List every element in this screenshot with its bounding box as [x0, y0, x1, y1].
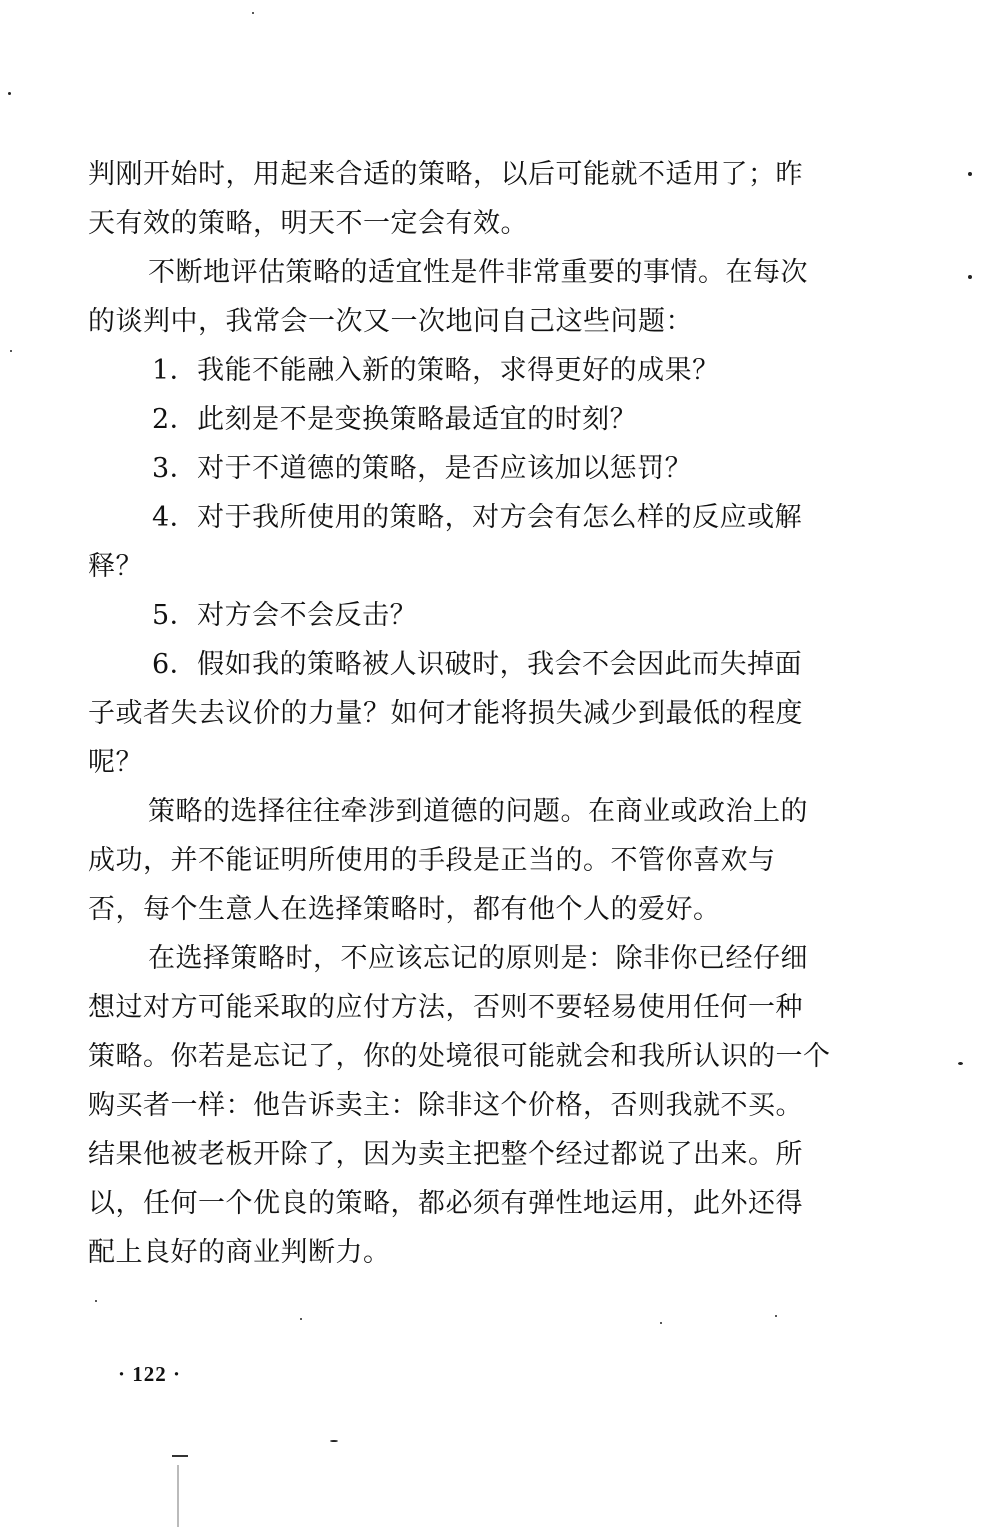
scan-speck: [95, 1300, 97, 1302]
text-line: 判刚开始时，用起来合适的策略，以后可能就不适用了；昨: [88, 159, 803, 190]
text-line: 的谈判中，我常会一次又一次地问自己这些问题：: [88, 306, 693, 337]
text-line: 释？: [88, 551, 143, 582]
scan-speck: [660, 1322, 662, 1324]
scan-speck: [10, 350, 12, 352]
scan-speck: [968, 275, 972, 279]
text-line: 结果他被老板开除了，因为卖主把整个经过都说了出来。所: [88, 1139, 803, 1170]
scan-speck: [300, 1318, 302, 1320]
paragraph-start: 不断地评估策略的适宜性是件非常重要的事情。在每次: [148, 257, 808, 288]
question-item: 5．对方会不会反击？: [152, 600, 418, 631]
scan-speck: [775, 1315, 777, 1317]
text-line: 想过对方可能采取的应付方法，否则不要轻易使用任何一种: [88, 992, 803, 1023]
scan-speck: [968, 172, 972, 176]
text-line: 策略。你若是忘记了，你的处境很可能就会和我所认识的一个: [88, 1041, 831, 1072]
scan-speck: [252, 12, 254, 14]
text-line: 天有效的策略，明天不一定会有效。: [88, 208, 528, 239]
text-line: 购买者一样：他告诉卖主：除非这个价格，否则我就不买。: [88, 1090, 803, 1121]
text-line: 呢？: [88, 747, 143, 778]
text-line: 子或者失去议价的力量？如何才能将损失减少到最低的程度: [88, 698, 803, 729]
paragraph-start: 策略的选择往往牵涉到道德的问题。在商业或政治上的: [148, 796, 808, 827]
scan-speck: [958, 1062, 963, 1065]
page-number: · 122 ·: [118, 1362, 182, 1386]
text-line: 否，每个生意人在选择策略时，都有他个人的爱好。: [88, 894, 721, 925]
text-line: 配上良好的商业判断力。: [88, 1237, 391, 1268]
question-item: 6．假如我的策略被人识破时，我会不会因此而失掉面: [152, 649, 803, 680]
question-item: 1．我能不能融入新的策略，求得更好的成果？: [152, 355, 720, 386]
paragraph-start: 在选择策略时，不应该忘记的原则是：除非你已经仔细: [148, 943, 808, 974]
edge-mark: [172, 1455, 188, 1457]
scan-speck: [8, 92, 11, 95]
body-text: [88, 150, 848, 1277]
question-item: 2．此刻是不是变换策略最适宜的时刻？: [152, 404, 638, 435]
question-item: 4．对于我所使用的策略，对方会有怎么样的反应或解: [152, 502, 803, 533]
text-line: 成功，并不能证明所使用的手段是正当的。不管你喜欢与: [88, 845, 776, 876]
text-line: 以，任何一个优良的策略，都必须有弹性地运用，此外还得: [88, 1188, 803, 1219]
binding-edge: [177, 1465, 179, 1527]
question-item: 3．对于不道德的策略，是否应该加以惩罚？: [152, 453, 693, 484]
scan-speck: [330, 1440, 338, 1442]
